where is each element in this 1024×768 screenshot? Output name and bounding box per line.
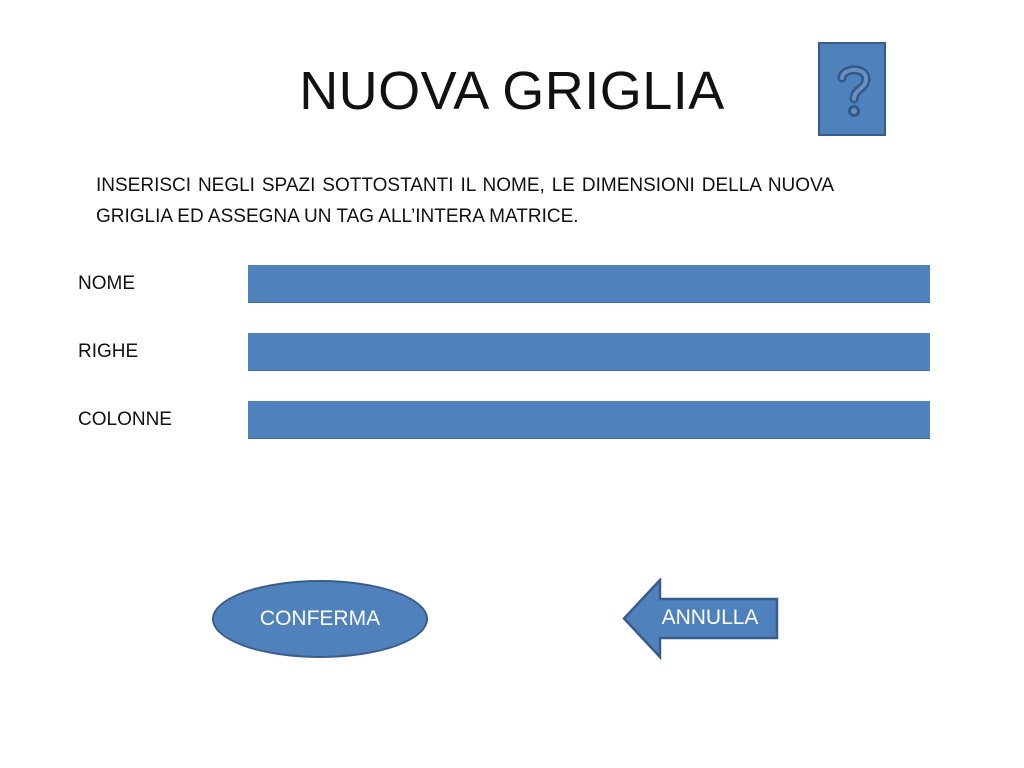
cancel-button[interactable] <box>622 578 780 660</box>
instructions-text: INSERISCI NEGLI SPAZI SOTTOSTANTI IL NOME, LE DIMENSIONI DELLA NUOVA GRIGLIA ED ASSEGNA UN TAG ALL’INTERA MATRICE. <box>96 175 834 227</box>
name-label: NOME <box>78 273 135 294</box>
cancel-label: ANNULLA <box>661 606 759 629</box>
name-input[interactable] <box>248 265 930 303</box>
rows-label: RIGHE <box>78 341 139 362</box>
confirm-button[interactable]: CONFERMA <box>212 580 428 658</box>
rows-input[interactable] <box>248 333 930 371</box>
question-mark-icon <box>833 62 875 120</box>
columns-label: COLONNE <box>78 409 172 430</box>
page-title: NUOVA GRIGLIA <box>299 61 725 121</box>
help-button[interactable] <box>818 42 886 136</box>
columns-input[interactable] <box>248 401 930 439</box>
